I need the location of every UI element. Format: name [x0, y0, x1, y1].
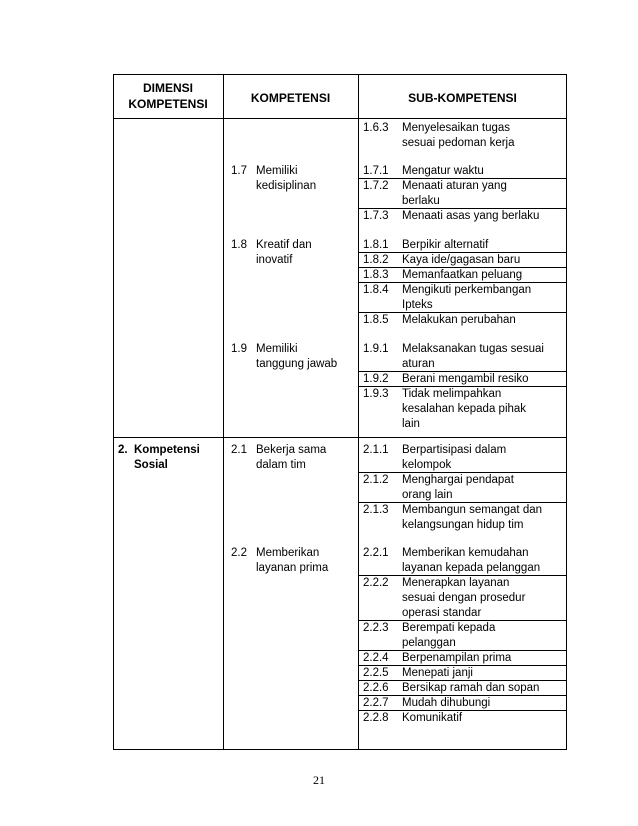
sub-kompetensi-text: Membangun semangat dan	[402, 504, 543, 516]
dimensi-label-line2: Sosial	[134, 459, 168, 471]
kompetensi-number: 1.8	[231, 239, 247, 251]
sub-row-divider	[358, 710, 567, 711]
sub-kompetensi-text: sesuai pedoman kerja	[402, 137, 515, 149]
sub-kompetensi-text: Melaksanakan tugas sesuai	[402, 343, 544, 355]
sub-kompetensi-number: 2.1.3	[363, 504, 389, 516]
sub-kompetensi-text: Berempati kepada	[402, 622, 496, 634]
kompetensi-number: 2.1	[231, 444, 247, 456]
sub-kompetensi-number: 2.2.6	[363, 682, 389, 694]
sub-kompetensi-text: Mengikuti perkembangan	[402, 284, 532, 296]
sub-kompetensi-number: 1.9.2	[363, 373, 389, 385]
sub-kompetensi-text: Menaati asas yang berlaku	[402, 210, 540, 222]
sub-kompetensi-text: berlaku	[402, 195, 440, 207]
sub-kompetensi-text: Menerapkan layanan	[402, 577, 510, 589]
sub-kompetensi-text: Menaati aturan yang	[402, 180, 507, 192]
header-dimensi: DIMENSI KOMPETENSI	[128, 81, 208, 111]
header-sub-kompetensi: SUB-KOMPETENSI	[408, 91, 517, 105]
kompetensi-label: Kreatif dan	[256, 239, 312, 251]
sub-kompetensi-text: orang lain	[402, 489, 453, 501]
sub-kompetensi-number: 1.7.3	[363, 210, 389, 222]
sub-kompetensi-number: 2.2.2	[363, 577, 389, 589]
sub-kompetensi-text: lain	[402, 418, 420, 430]
sub-kompetensi-text: Berani mengambil resiko	[402, 373, 529, 385]
page-number: 21	[313, 773, 325, 787]
sub-kompetensi-text: Berpartisipasi dalam	[402, 444, 507, 456]
sub-kompetensi-number: 2.2.7	[363, 697, 389, 709]
dimensi-label-line1: Kompetensi	[134, 444, 200, 456]
sub-kompetensi-text: Kaya ide/gagasan baru	[402, 254, 521, 266]
sub-kompetensi-text: Ipteks	[402, 299, 433, 311]
sub-kompetensi-number: 1.8.3	[363, 269, 389, 281]
sub-kompetensi-number: 1.9.1	[363, 343, 389, 355]
sub-kompetensi-number: 1.7.2	[363, 180, 389, 192]
sub-kompetensi-text: Menyelesaikan tugas	[402, 122, 511, 134]
kompetensi-label: kedisiplinan	[256, 180, 317, 192]
sub-kompetensi-text: operasi standar	[402, 607, 482, 619]
kompetensi-label: dalam tim	[256, 459, 306, 471]
sub-kompetensi-text: Menepati janji	[402, 667, 473, 679]
sub-kompetensi-number: 2.2.3	[363, 622, 389, 634]
sub-kompetensi-text: Berpikir alternatif	[402, 239, 489, 251]
header-divider	[113, 118, 567, 119]
sub-kompetensi-text: pelanggan	[402, 637, 456, 649]
sub-kompetensi-text: sesuai dengan prosedur	[402, 592, 526, 604]
sub-kompetensi-number: 1.8.1	[363, 239, 389, 251]
sub-kompetensi-number: 1.8.5	[363, 314, 389, 326]
sub-kompetensi-number: 2.1.2	[363, 474, 389, 486]
kompetensi-label: Bekerja sama	[256, 444, 327, 456]
sub-kompetensi-number: 1.8.4	[363, 284, 389, 296]
sub-kompetensi-text: Berpenampilan prima	[402, 652, 512, 664]
sub-kompetensi-number: 1.7.1	[363, 165, 389, 177]
column-divider	[223, 74, 224, 750]
dimensi-number: 2.	[118, 444, 128, 456]
sub-kompetensi-number: 2.1.1	[363, 444, 389, 456]
sub-kompetensi-text: Bersikap ramah dan sopan	[402, 682, 540, 694]
kompetensi-label: layanan prima	[256, 562, 329, 574]
kompetensi-number: 1.9	[231, 343, 247, 355]
sub-kompetensi-number: 2.2.5	[363, 667, 389, 679]
sub-kompetensi-number: 2.2.4	[363, 652, 389, 664]
row-divider	[113, 437, 567, 438]
sub-kompetensi-text: Melakukan perubahan	[402, 314, 516, 326]
kompetensi-label: Memiliki	[256, 343, 298, 355]
kompetensi-label: tanggung jawab	[256, 358, 338, 370]
column-divider	[358, 74, 359, 750]
kompetensi-number: 2.2	[231, 547, 247, 559]
sub-kompetensi-text: Menghargai pendapat	[402, 474, 514, 486]
sub-kompetensi-text: Mudah dihubungi	[402, 697, 491, 709]
header-kompetensi: KOMPETENSI	[250, 91, 331, 105]
sub-kompetensi-number: 1.8.2	[363, 254, 389, 266]
sub-kompetensi-number: 1.9.3	[363, 388, 389, 400]
sub-kompetensi-number: 2.2.8	[363, 712, 389, 724]
sub-kompetensi-text: layanan kepada pelanggan	[402, 562, 541, 574]
kompetensi-label: Memberikan	[256, 547, 320, 559]
sub-kompetensi-text: Tidak melimpahkan	[402, 388, 502, 400]
kompetensi-number: 1.7	[231, 165, 247, 177]
sub-kompetensi-number: 2.2.1	[363, 547, 389, 559]
sub-kompetensi-text: Memberikan kemudahan	[402, 547, 529, 559]
sub-kompetensi-number: 1.6.3	[363, 122, 389, 134]
kompetensi-label: inovatif	[256, 254, 293, 266]
sub-kompetensi-text: aturan	[402, 358, 435, 370]
sub-kompetensi-text: kesalahan kepada pihak	[402, 403, 527, 415]
sub-kompetensi-text: Komunikatif	[402, 712, 463, 724]
kompetensi-label: Memiliki	[256, 165, 298, 177]
sub-kompetensi-text: Memanfaatkan peluang	[402, 269, 523, 281]
sub-kompetensi-text: kelangsungan hidup tim	[402, 519, 524, 531]
sub-kompetensi-text: kelompok	[402, 459, 452, 471]
sub-kompetensi-text: Mengatur waktu	[402, 165, 484, 177]
